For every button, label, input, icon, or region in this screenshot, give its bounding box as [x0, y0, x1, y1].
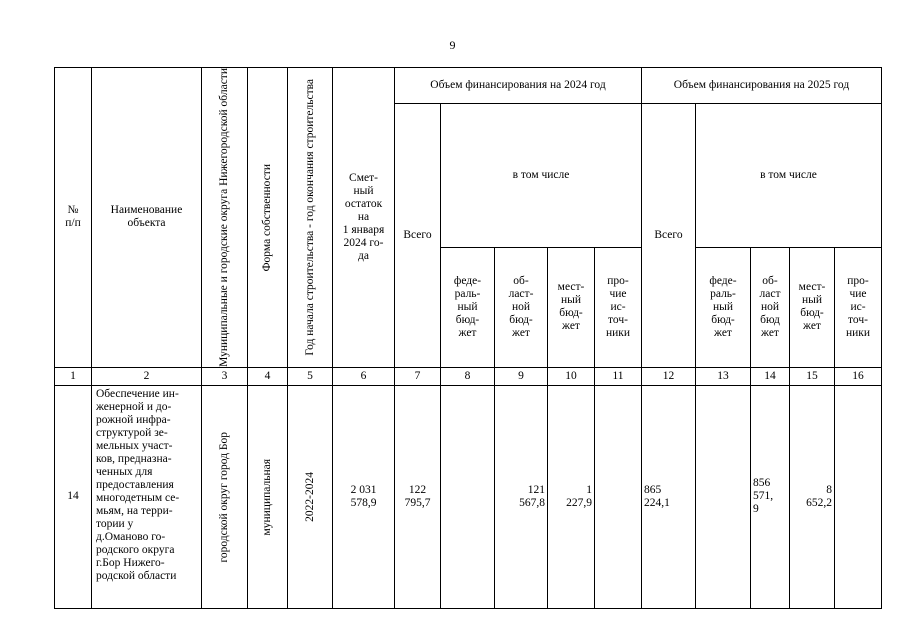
column-number: 12 [642, 367, 696, 385]
table-row [55, 385, 882, 608]
header-fin-2025: Объем финансирования на 2025 год [642, 68, 882, 104]
header-regional-2025: об- ласт ной бюд жет [751, 247, 790, 367]
row-total-2024: 122 795,7 [395, 385, 441, 608]
row-balance: 2 031 578,9 [333, 385, 395, 608]
header-federal-2025: федe- раль- ный бюд- жет [696, 247, 751, 367]
header-years: Год начала строительства - год окончания строительства [288, 68, 333, 368]
header-local-2025: мест- ный бюд- жет [790, 247, 835, 367]
page-number: 9 [449, 38, 456, 52]
header-other-2025: про- чие ис- точ- ники [835, 247, 882, 367]
header-other-2024: про- чие ис- точ- ники [595, 247, 642, 367]
header-total-2024: Всего [395, 104, 441, 368]
column-number: 15 [790, 367, 835, 385]
column-number: 1 [55, 367, 92, 385]
header-name: Наименование объекта [92, 68, 202, 368]
column-number: 3 [202, 367, 248, 385]
header-fin-2024: Объем финансирования на 2024 год [395, 68, 642, 104]
column-number: 14 [751, 367, 790, 385]
header-total-2025: Всего [642, 104, 696, 368]
row-other-2025 [835, 385, 882, 608]
row-local-2025: 8 652,2 [790, 385, 835, 608]
column-number: 13 [696, 367, 751, 385]
column-number: 9 [495, 367, 548, 385]
header-federal-2024: федe- раль- ный бюд- жет [441, 247, 495, 367]
header-including-2025: в том числе [696, 104, 882, 248]
row-local-2024: 1 227,9 [548, 385, 595, 608]
column-number: 7 [395, 367, 441, 385]
column-number: 10 [548, 367, 595, 385]
row-regional-2025: 856 571, 9 [751, 385, 790, 608]
column-number: 8 [441, 367, 495, 385]
column-number: 4 [248, 367, 288, 385]
header-including-2024: в том числе [441, 104, 642, 248]
column-number: 6 [333, 367, 395, 385]
header-num: № п/п [55, 68, 92, 368]
row-municipality: городской округ город Бор [202, 385, 248, 608]
column-number-row [55, 367, 882, 385]
header-municipality: Муниципальные и городские округа Нижегородской области [202, 68, 248, 368]
row-num: 14 [55, 385, 92, 608]
row-ownership: муниципальная [248, 385, 288, 608]
column-number: 16 [835, 367, 882, 385]
financing-table [54, 67, 882, 609]
row-other-2024 [595, 385, 642, 608]
header-regional-2024: об- ласт- ной бюд- жет [495, 247, 548, 367]
row-years: 2022-2024 [288, 385, 333, 608]
row-federal-2025 [696, 385, 751, 608]
header-balance: Смет- ный остаток на 1 января 2024 го- да [333, 68, 395, 368]
column-number: 11 [595, 367, 642, 385]
row-total-2025: 865 224,1 [642, 385, 696, 608]
column-number: 5 [288, 367, 333, 385]
row-object-name: Обеспечение ин- женерной и до- рожной инфра- структурой зе- мельных участ- ков, предназна- ченных для предоставления многодетным се- мьям, на терри- тории у д.Оманово го- родского округа г.Бор Нижего- родской области [92, 385, 202, 608]
header-local-2024: мест- ный бюд- жет [548, 247, 595, 367]
header-ownership: Форма собственности [248, 68, 288, 368]
column-number: 2 [92, 367, 202, 385]
row-regional-2024: 121 567,8 [495, 385, 548, 608]
row-federal-2024 [441, 385, 495, 608]
